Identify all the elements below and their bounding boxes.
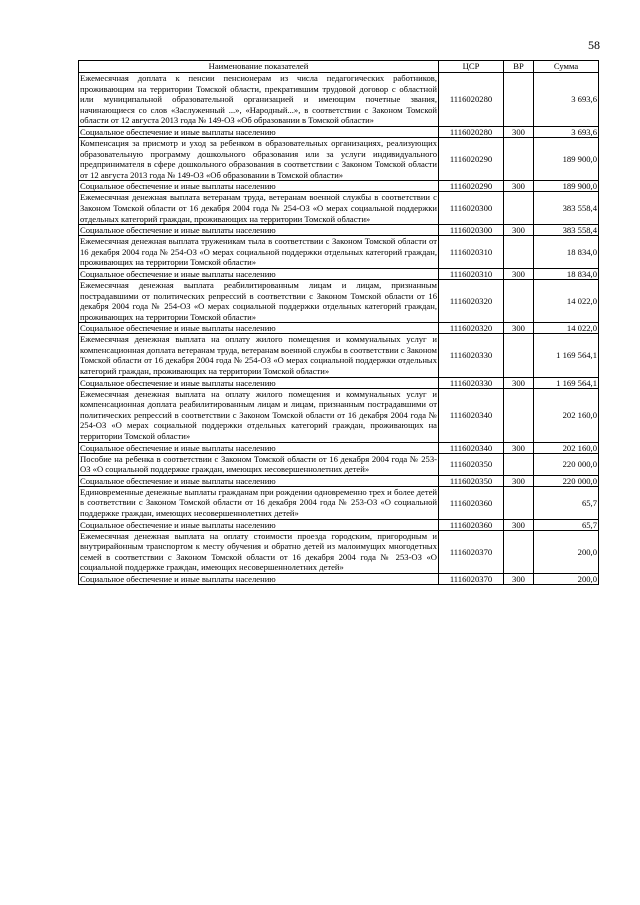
- row-csr: 1116020360: [439, 519, 504, 530]
- table-row: [79, 225, 599, 236]
- row-csr: 1116020360: [439, 486, 504, 519]
- row-name: Ежемесячная доплата к пенсии пенсионерам из числа педагогических работников, проживающим на территории Томской области, прекратившим трудовой договор с областной или муниципальной образовательной организацией и имеющим почетные звания, начинающиеся со слов «Заслуженный ...», «Народный...», в соответствии с Законом Томской области от 12 августа 2013 года № 149-ОЗ «Об образовании в Томской области»: [80, 73, 437, 126]
- row-csr: 1116020330: [439, 334, 504, 377]
- row-vr: [504, 137, 534, 180]
- row-name: Социальное обеспечение и иные выплаты населению: [79, 268, 439, 279]
- row-sum: 18 834,0: [534, 236, 599, 269]
- row-vr: [504, 279, 534, 322]
- row-csr: 1116020320: [439, 323, 504, 334]
- header-name: Наименование показателей: [79, 61, 439, 73]
- row-name: Социальное обеспечение и иные выплаты населению: [79, 519, 439, 530]
- row-csr: 1116020340: [439, 442, 504, 453]
- table-row: [79, 73, 599, 127]
- row-name: Ежемесячная денежная выплата на оплату жилого помещения и коммунальных услуг и компенсационная доплата реабилитированным лицам и лицам, признанным пострадавшими от политических репрессий в соответствии с Законом Томской области от 16 декабря 2004 года № 254-ОЗ «О мерах социальной поддержки отдельных категорий граждан, проживающих на территории Томской области»: [80, 388, 437, 442]
- header-csr: ЦСР: [439, 61, 504, 73]
- row-vr: [504, 388, 534, 442]
- row-csr: 1116020310: [439, 268, 504, 279]
- row-name: Социальное обеспечение и иные выплаты населению: [79, 323, 439, 334]
- row-vr: 300: [504, 225, 534, 236]
- row-csr: 1116020350: [439, 475, 504, 486]
- table-row: [79, 236, 599, 269]
- header-vr: ВР: [504, 61, 534, 73]
- table-row: [79, 126, 599, 137]
- row-name: Социальное обеспечение и иные выплаты населению: [79, 377, 439, 388]
- row-sum: 65,7: [534, 519, 599, 530]
- row-name: Социальное обеспечение и иные выплаты населению: [79, 225, 439, 236]
- row-vr: [504, 236, 534, 269]
- table-row: [79, 573, 599, 584]
- row-vr: 300: [504, 268, 534, 279]
- row-vr: 300: [504, 323, 534, 334]
- row-name: Ежемесячная денежная выплата на оплату стоимости проезда городским, пригородным и внутрирайонным транспортом к месту обучения и обратно детей из малоимущих многодетных семей в соответствии с Законом Томской области от 16 декабря 2004 года № 253-ОЗ «О социальной поддержке граждан, имеющих несовершеннолетних детей»: [80, 530, 437, 573]
- table-row: [79, 453, 599, 475]
- row-sum: 220 000,0: [534, 453, 599, 475]
- row-sum: 220 000,0: [534, 475, 599, 486]
- row-csr: 1116020280: [439, 126, 504, 137]
- table-row: [79, 475, 599, 486]
- row-csr: 1116020290: [439, 137, 504, 180]
- row-csr: 1116020350: [439, 453, 504, 475]
- table-row: [79, 334, 599, 377]
- table-header-row: [79, 61, 599, 73]
- row-sum: 3 693,6: [534, 126, 599, 137]
- row-csr: 1116020300: [439, 192, 504, 225]
- row-vr: [504, 73, 534, 127]
- row-name: Социальное обеспечение и иные выплаты населению: [79, 475, 439, 486]
- row-sum: 14 022,0: [534, 323, 599, 334]
- table-row: [79, 181, 599, 192]
- row-name: Социальное обеспечение и иные выплаты населению: [79, 442, 439, 453]
- row-sum: 14 022,0: [534, 279, 599, 322]
- row-name: Пособие на ребенка в соответствии с Законом Томской области от 16 декабря 2004 года № 253-ОЗ «О социальной поддержке граждан, имеющих несовершеннолетних детей»: [80, 453, 437, 475]
- table-row: [79, 137, 599, 180]
- row-csr: 1116020310: [439, 236, 504, 269]
- table-row: [79, 388, 599, 442]
- table-row: [79, 377, 599, 388]
- row-sum: 189 900,0: [534, 181, 599, 192]
- row-csr: 1116020340: [439, 388, 504, 442]
- table-row: [79, 279, 599, 322]
- row-name: Ежемесячная денежная выплата ветеранам труда, ветеранам военной службы в соответствии с Законом Томской области от 16 декабря 2004 года № 254-ОЗ «О мерах социальной поддержки отдельных категорий граждан, проживающих на территории Томской области»: [80, 192, 437, 224]
- table-row: [79, 442, 599, 453]
- row-name: Единовременные денежные выплаты гражданам при рождении одновременно трех и более детей в соответствии с Законом Томской области от 16 декабря 2004 года № 253-ОЗ «О социальной поддержке граждан, имеющих несовершеннолетних детей»: [80, 486, 437, 518]
- row-vr: [504, 192, 534, 225]
- row-sum: 1 169 564,1: [534, 334, 599, 377]
- row-vr: [504, 453, 534, 475]
- row-vr: [504, 530, 534, 573]
- row-name: Ежемесячная денежная выплата реабилитированным лицам и лицам, признанным пострадавшими от политических репрессий в соответствии с Законом Томской области от 16 декабря 2004 года № 254-ОЗ «О мерах социальной поддержки отдельных категорий граждан, проживающих на территории Томской области»: [80, 279, 437, 322]
- row-vr: 300: [504, 442, 534, 453]
- row-sum: 3 693,6: [534, 73, 599, 127]
- row-vr: 300: [504, 377, 534, 388]
- row-sum: 1 169 564,1: [534, 377, 599, 388]
- row-sum: 200,0: [534, 573, 599, 584]
- row-name: Компенсация за присмотр и уход за ребенком в образовательных организациях, реализующих образовательную программу дошкольного образования или за услуги индивидуального предпринимателя в сфере дошкольного образования в соответствии с Законом Томской области от 12 августа 2013 года № 149-ОЗ «Об образовании в Томской области»: [80, 137, 437, 180]
- row-csr: 1116020290: [439, 181, 504, 192]
- row-sum: 18 834,0: [534, 268, 599, 279]
- row-vr: 300: [504, 519, 534, 530]
- row-name: Социальное обеспечение и иные выплаты населению: [79, 573, 439, 584]
- table-row: [79, 268, 599, 279]
- page-number: 58: [588, 38, 600, 52]
- row-vr: 300: [504, 181, 534, 192]
- row-csr: 1116020370: [439, 573, 504, 584]
- row-vr: [504, 334, 534, 377]
- row-name: Социальное обеспечение и иные выплаты населению: [79, 126, 439, 137]
- table-row: [79, 323, 599, 334]
- row-vr: [504, 486, 534, 519]
- row-csr: 1116020300: [439, 225, 504, 236]
- budget-table: [78, 60, 599, 585]
- table-row: [79, 519, 599, 530]
- row-csr: 1116020280: [439, 73, 504, 127]
- row-csr: 1116020370: [439, 530, 504, 573]
- row-sum: 200,0: [534, 530, 599, 573]
- table-row: [79, 530, 599, 573]
- row-vr: 300: [504, 573, 534, 584]
- row-sum: 65,7: [534, 486, 599, 519]
- row-sum: 202 160,0: [534, 388, 599, 442]
- row-sum: 189 900,0: [534, 137, 599, 180]
- row-name: Ежемесячная денежная выплата на оплату жилого помещения и коммунальных услуг и компенсационная доплата ветеранам труда, ветеранам военной службы в соответствии с Законом Томской области от 16 декабря 2004 года № 254-ОЗ «О мерах социальной поддержки отдельных категорий граждан, проживающих на территории Томской области»: [80, 334, 437, 377]
- row-vr: 300: [504, 475, 534, 486]
- table-row: [79, 192, 599, 225]
- row-vr: 300: [504, 126, 534, 137]
- row-sum: 383 558,4: [534, 225, 599, 236]
- row-csr: 1116020320: [439, 279, 504, 322]
- row-csr: 1116020330: [439, 377, 504, 388]
- table-row: [79, 486, 599, 519]
- row-sum: 383 558,4: [534, 192, 599, 225]
- row-sum: 202 160,0: [534, 442, 599, 453]
- row-name: Социальное обеспечение и иные выплаты населению: [79, 181, 439, 192]
- header-sum: Сумма: [534, 61, 599, 73]
- row-name: Ежемесячная денежная выплата труженикам тыла в соответствии с Законом Томской области от 16 декабря 2004 года № 254-ОЗ «О мерах социальной поддержки отдельных категорий граждан, проживающих на территории Томской области»: [80, 236, 437, 268]
